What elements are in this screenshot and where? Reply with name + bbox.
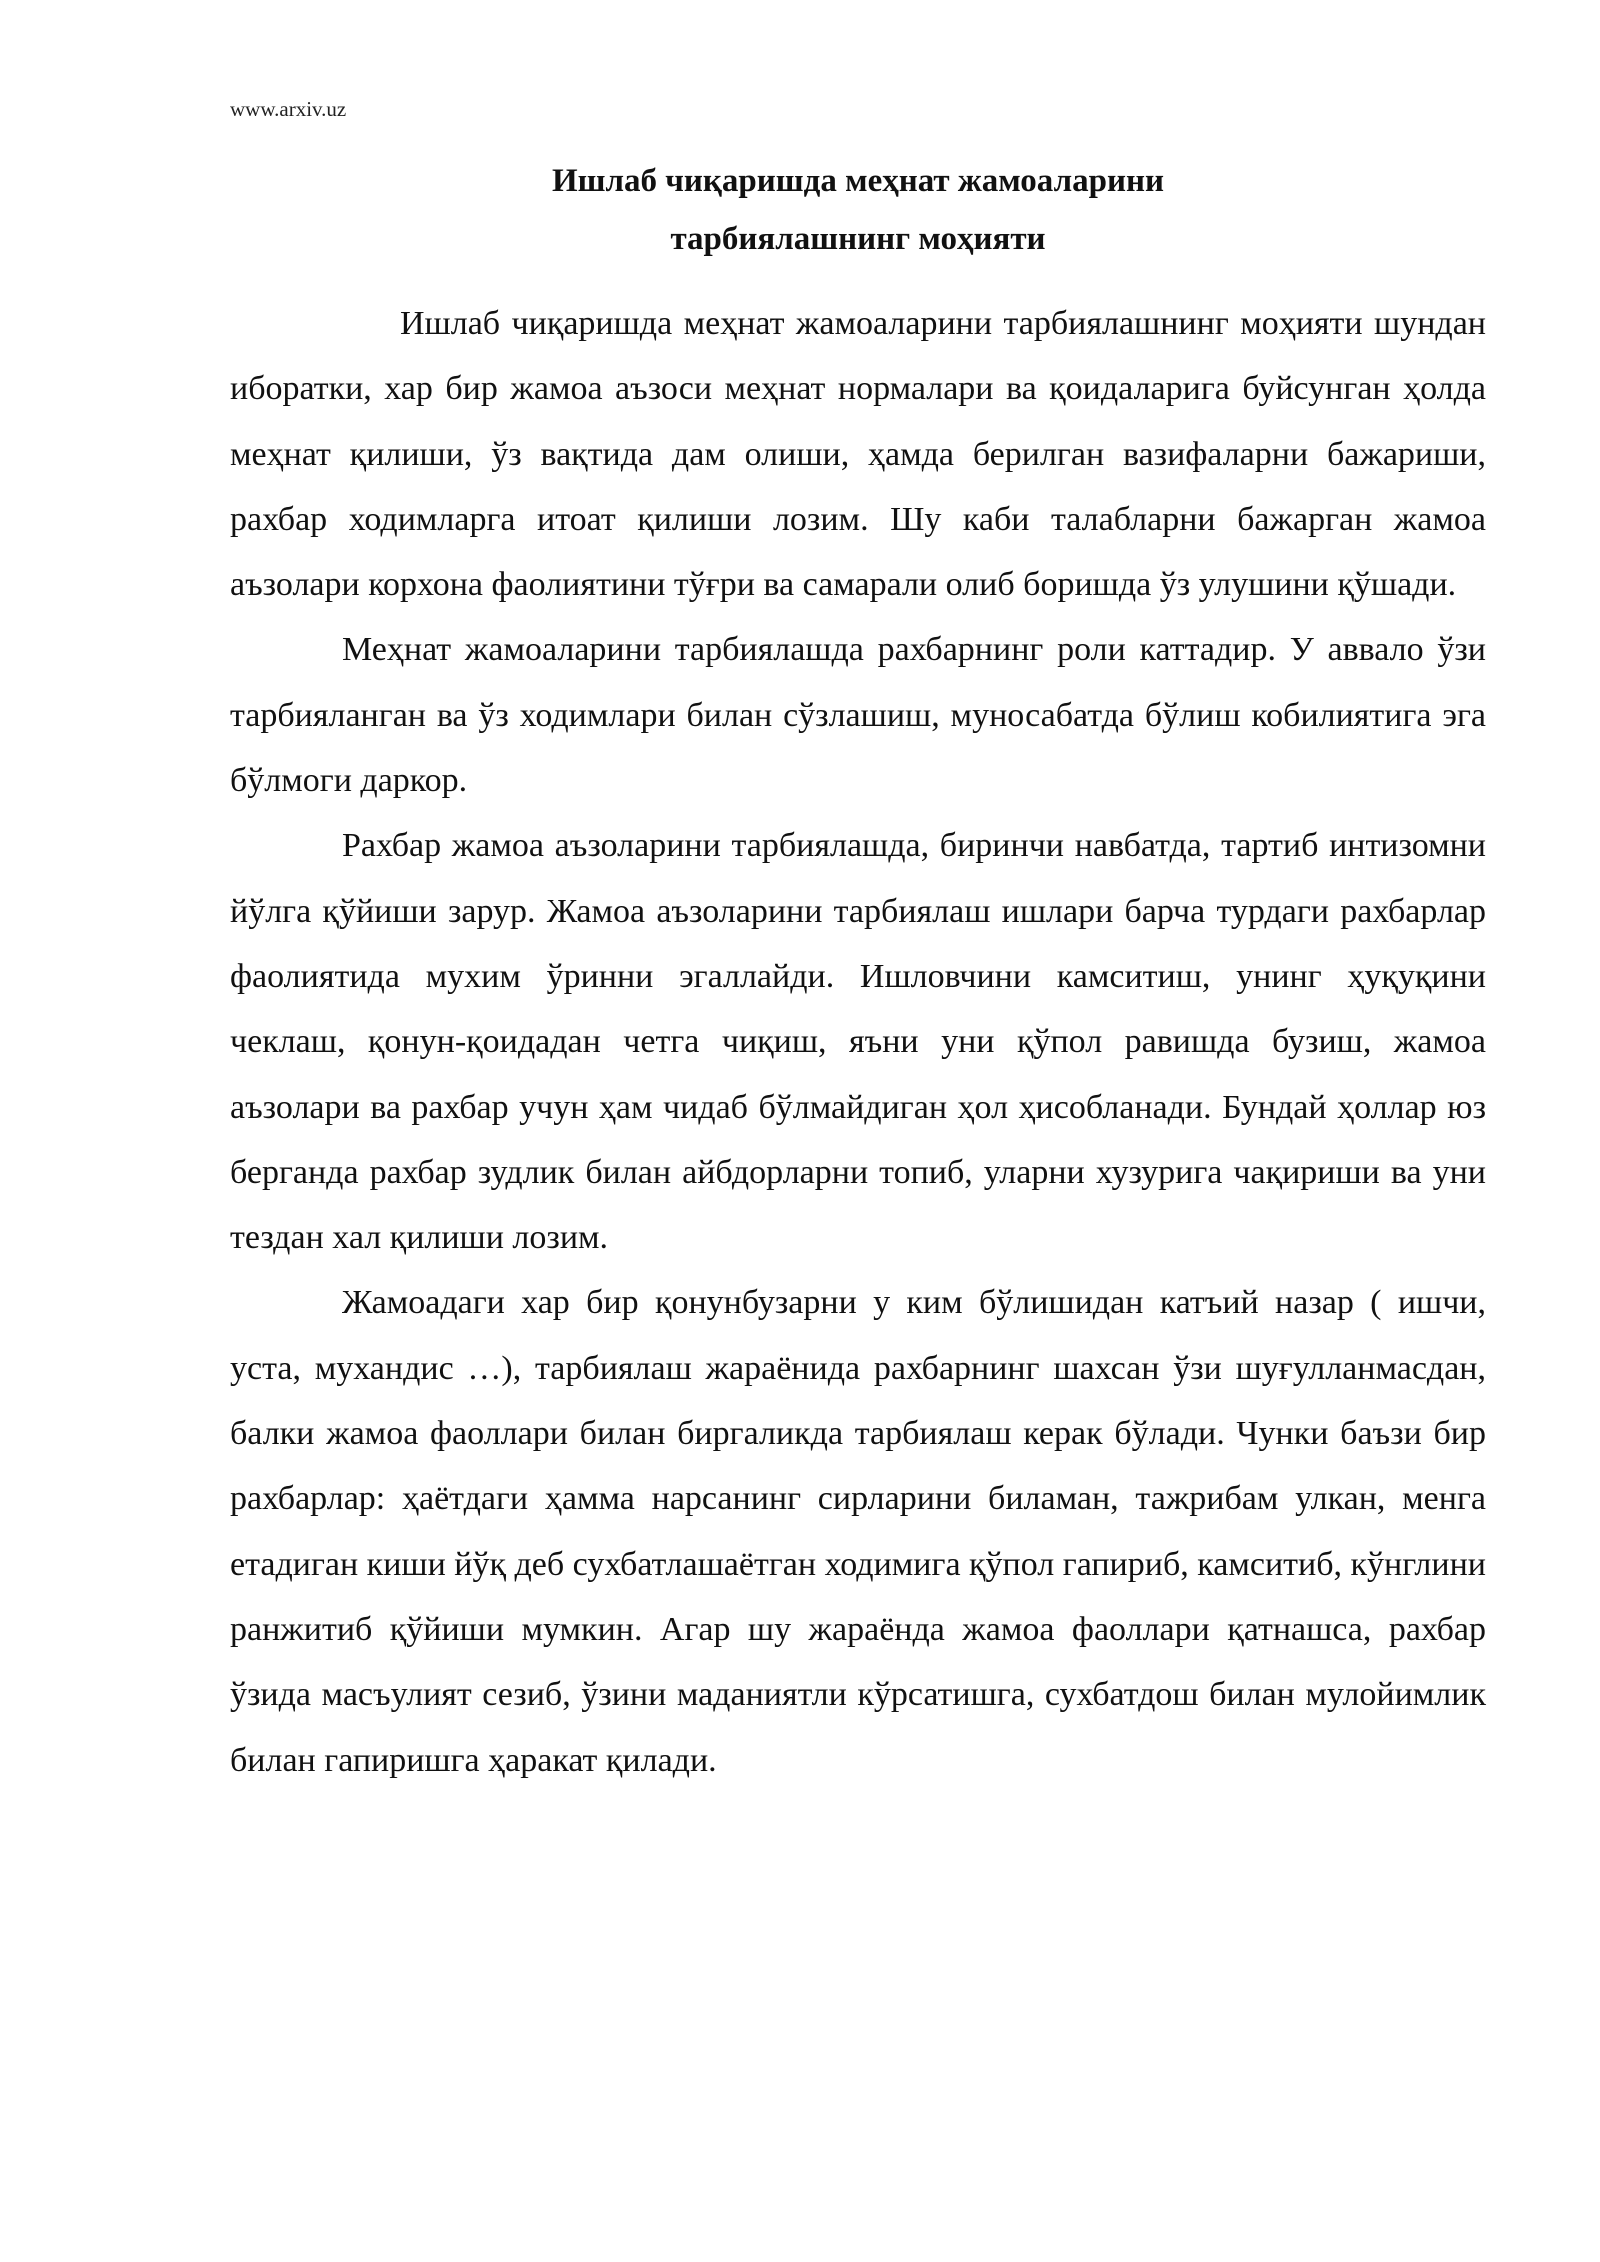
title-line-2: тарбиялашнинг моҳияти bbox=[670, 221, 1046, 257]
paragraph: Жамоадаги хар бир қонунбузарни у ким бўлишидан катъий назар ( ишчи, уста, мухандис …), тарбиялаш жараёнида рахбарнинг шахсан ўзи шуғулланмасдан, балки жамоа фаоллари билан биргаликда тарбиялаш керак бўлади. Чунки баъзи бир рахбарлар: ҳаётдаги ҳамма нарсанинг сирларини биламан, тажрибам улкан, менга етадиган киши йўқ деб сухбатлашаётган ходимига қўпол гапириб, камситиб, кўнглини ранжитиб қўйиши мумкин. Агар шу жараёнда жамоа фаоллари қатнашса, рахбар ўзида масъулият сезиб, ўзини маданиятли кўрсатишга, сухбатдош билан мулойимлик билан гапиришга ҳаракат қилади. bbox=[230, 1284, 1486, 1779]
paragraph: Рахбар жамоа аъзоларини тарбиялашда, биринчи навбатда, тартиб интизомни йўлга қўйиши зарур. Жамоа аъзоларини тарбиялаш ишлари барча турдаги рахбарлар фаолиятида мухим ўринни эгаллайди. Ишловчини камситиш, унинг ҳуқуқини чеклаш, қонун-қоидадан четга чиқиш, яъни уни қўпол равишда бузиш, жамоа аъзолари ва рахбар учун ҳам чидаб бўлмайдиган ҳол ҳисобланади. Бундай ҳоллар юз берганда рахбар зудлик билан айбдорларни топиб, уларни хузурига чақириши ва уни тездан хал қилиши лозим. bbox=[230, 827, 1486, 1257]
document-body bbox=[230, 291, 1486, 1793]
paragraph: Меҳнат жамоаларини тарбиялашда рахбарнинг роли каттадир. У аввало ўзи тарбияланган ва ўз ходимлари билан сўзлашиш, муносабатда бўлиш кобилиятига эга бўлмоги даркор. bbox=[230, 631, 1486, 800]
document-title bbox=[230, 152, 1486, 268]
title-line-1: Ишлаб чиқаришда меҳнат жамоаларини bbox=[551, 163, 1164, 199]
source-url: www.arxiv.uz bbox=[230, 97, 347, 121]
paragraph: Ишлаб чиқаришда меҳнат жамоаларини тарбиялашнинг моҳияти шундан иборатки, хар бир жамоа аъзоси меҳнат нормалари ва қоидаларига буйсунган ҳолда меҳнат қилиши, ўз вақтида дам олиши, ҳамда берилган вазифаларни бажариши, рахбар ходимларга итоат қилиши лозим. Шу каби талабларни бажарган жамоа аъзолари корхона фаолиятини тўғри ва самарали олиб боришда ўз улушини қўшади. bbox=[230, 305, 1486, 604]
